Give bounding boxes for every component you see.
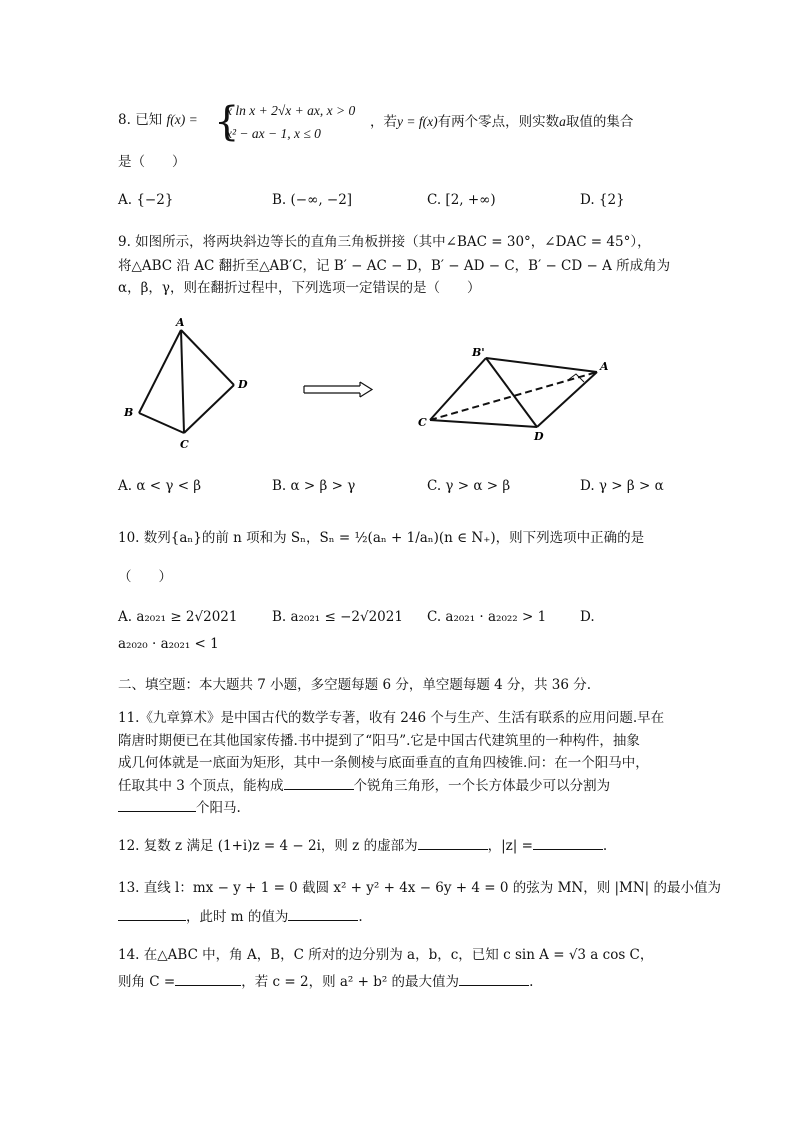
q9-option-d: D. γ > β > α — [580, 478, 664, 494]
q8-option-c: C. [2, +∞) — [427, 192, 496, 208]
q8-lead: 已知 — [135, 112, 163, 128]
q8-mid: ，若 — [370, 114, 397, 130]
q14-blank-2[interactable] — [459, 971, 529, 986]
figure-right — [430, 358, 597, 427]
q11-line4b: 个锐角三角形，一个长方体最少可以分割为 — [353, 778, 611, 794]
q9-line3: α，β，γ，则在翻折过程中，下列选项一定错误的是（ ） — [118, 280, 481, 296]
q14-line2 — [118, 971, 533, 992]
q9-figure — [110, 310, 630, 450]
q8-line1 — [118, 110, 198, 130]
q11-line5b: 个阳马. — [196, 800, 241, 816]
q12-blank-1[interactable] — [418, 835, 488, 850]
right-label-c: C — [418, 416, 427, 429]
right-label-d: D — [534, 430, 544, 443]
q12-text-a: 12. 复数 z 满足 (1+i)z = 4 − 2i，则 z 的虚部为 — [118, 838, 418, 854]
q13-line2 — [118, 906, 363, 927]
q8-cont: 是（ ） — [118, 154, 186, 170]
q11-blank-2[interactable] — [118, 797, 196, 812]
q12-blank-2[interactable] — [533, 835, 603, 850]
q9-option-c: C. γ > α > β — [427, 478, 511, 494]
q14-line2a: 则角 C = — [118, 974, 176, 990]
right-label-b: B' — [472, 346, 485, 359]
q13-blank-2[interactable] — [288, 906, 358, 921]
q11-line4 — [118, 775, 610, 796]
q11-line2: 隋唐时期便已在其他国家传播.书中提到了“阳马”.它是中国古代建筑里的一种构件，抽象 — [118, 733, 640, 749]
left-label-b: B — [124, 406, 134, 419]
q14-line1: 14. 在△ABC 中，角 A，B，C 所对的边分别为 a，b，c，已知 c sin A = √3 a cos C， — [118, 947, 654, 963]
q13-line1: 13. 直线 l：mx − y + 1 = 0 截圆 x² + y² + 4x − 6y + 4 = 0 的弦为 MN，则 |MN| 的最小值为 — [118, 880, 722, 896]
q10-option-a: A. a₂₀₂₁ ≥ 2√2021 — [118, 609, 238, 625]
left-label-c: C — [180, 438, 189, 450]
q8-option-a: A. {−2} — [118, 192, 174, 208]
q13-blank-1[interactable] — [118, 906, 186, 921]
figure-left — [139, 330, 234, 433]
q10-cont: （ ） — [118, 569, 172, 585]
q9-option-a: A. α < γ < β — [118, 478, 202, 494]
q14-line2b: ，若 c = 2，则 a² + b² 的最大值为 — [241, 974, 460, 990]
q10-line1: 10. 数列{aₙ}的前 n 项和为 Sₙ，Sₙ = ½(aₙ + 1/aₙ)(n ∈ N₊)，则下列选项中正确的是 — [118, 530, 645, 546]
q11-blank-1[interactable] — [284, 775, 354, 790]
right-label-a: A — [600, 360, 609, 373]
q8-brace: { — [214, 99, 240, 145]
q11-line5 — [118, 797, 241, 818]
q9-line1: 9. 如图所示，将两块斜边等长的直角三角板拼接（其中∠BAC = 30°，∠DAC = 45°）， — [118, 234, 651, 250]
q14-line2c: . — [529, 974, 534, 990]
q10-option-b: B. a₂₀₂₁ ≤ −2√2021 — [272, 609, 403, 625]
q13-line2b: ，此时 m 的值为 — [186, 909, 289, 925]
section2-heading: 二、填空题：本大题共 7 小题，多空题每题 6 分，单空题每题 4 分，共 36 分. — [118, 677, 592, 693]
q8-tail2: 取值的集合 — [565, 114, 634, 130]
q8-function: f(x) = — [166, 112, 198, 127]
right-angle-mark — [568, 374, 584, 382]
q8-tail-text: 有两个零点，则实数 — [437, 114, 560, 130]
q11-line3: 成几何体就是一底面为矩形，其中一条侧棱与底面垂直的直角四棱锥.问：在一个阳马中， — [118, 755, 649, 771]
q12-text-b: ，|z| = — [487, 838, 533, 854]
left-label-d: D — [238, 378, 248, 391]
q11-line1: 11.《九章算术》是中国古代的数学专著，收有 246 个与生产、生活有联系的应用问题.早在 — [118, 710, 665, 726]
q8-option-b: B. (−∞, −2] — [272, 192, 353, 208]
q8-case1: x ln x + 2√x + ax, x > 0 — [226, 103, 356, 118]
q10-option-d-cont: a₂₀₂₀ · a₂₀₂₁ < 1 — [118, 636, 219, 652]
q8-var: a — [559, 114, 566, 129]
q11-line4a: 任取其中 3 个顶点，能构成 — [118, 778, 284, 794]
q12-line — [118, 835, 607, 856]
q8-case2: x² − ax − 1, x ≤ 0 — [226, 126, 321, 141]
q10-option-d: D. — [580, 609, 595, 625]
q8-number: 8. — [118, 112, 131, 128]
q12-text-c: . — [602, 838, 608, 854]
left-label-a: A — [176, 316, 185, 329]
q14-blank-1[interactable] — [175, 971, 241, 986]
q8-cond: y = f(x) — [397, 114, 438, 129]
q8-option-d: D. {2} — [580, 192, 625, 208]
q13-line2c: . — [358, 909, 363, 925]
q10-option-c: C. a₂₀₂₁ · a₂₀₂₂ > 1 — [427, 609, 547, 625]
fold-arrow-icon — [304, 382, 372, 397]
q9-line2: 将△ABC 沿 AC 翻折至△AB′C，记 B′ − AC − D，B′ − AD − C，B′ − CD − A 所成角为 — [118, 258, 671, 274]
q8-tail — [370, 112, 633, 132]
q9-option-b: B. α > β > γ — [272, 478, 356, 494]
